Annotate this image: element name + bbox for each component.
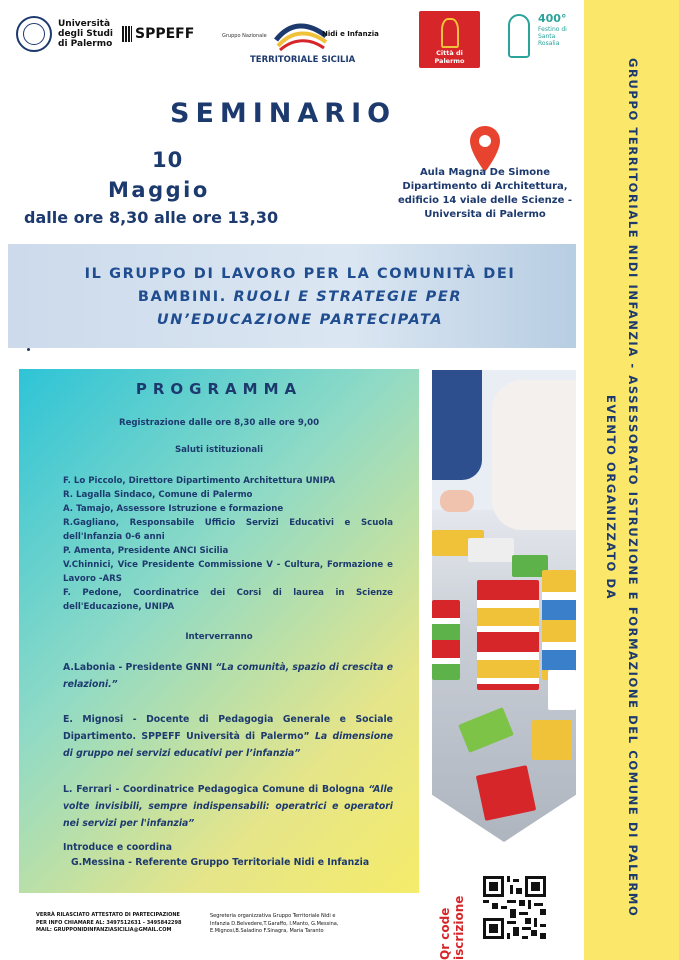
qr-label: Qr code iscrizione <box>438 895 466 960</box>
university-seal-icon <box>16 16 52 52</box>
speaker-talk: La dimensione di gruppo nei servizi educativi per l’infanzia” <box>63 731 394 759</box>
seminar-title-line <box>30 309 570 332</box>
event-time: dalle ore 8,30 alle ore 13,30 <box>24 208 279 227</box>
greeting-item: R.Gagliano, Responsabile Ufficio Servizi Educativi e Scuola dell'Infanzia 0-6 anni <box>63 518 393 542</box>
closing-coordinator: G.Messina - Referente Gruppo Territoriale Nidi e Infanzia <box>71 857 370 868</box>
nidi-group-label: Gruppo Nazionale <box>222 33 267 39</box>
greeting-item: F. Pedone, Coordinatrice dei Corsi di laurea in Scienze dell'Educazione, UNIPA <box>63 588 393 612</box>
event-type: SEMINARIO <box>170 98 397 129</box>
greeting-item: P. Amenta, Presidente ANCI Sicilia <box>63 546 229 556</box>
seminar-title-italic: UN’EDUCAZIONE PARTECIPATA <box>156 312 444 328</box>
footer-secretariat <box>210 913 370 936</box>
speakers-heading: Interverranno <box>185 632 253 642</box>
closing-heading: Introduce e coordina <box>63 842 172 853</box>
festino-text: Festino di Santa Rosalia <box>538 26 567 47</box>
program-box <box>19 369 419 893</box>
footer-info <box>36 912 186 935</box>
festino-logo <box>508 12 572 64</box>
footer-line: MAIL: GRUPPONIDINFANZIASICILIA@GMAIL.COM <box>36 927 172 933</box>
seminar-title-line: IL GRUPPO DI LAVORO PER LA COMUNITÀ DEI <box>84 266 516 282</box>
unipa-name: Università degli Studi di Palermo <box>58 19 114 49</box>
event-month: Maggio <box>108 178 210 202</box>
palermo-name: Città di Palermo <box>434 49 465 65</box>
side-organizer-text: GRUPPO TERRITORIALE NIDI INFANZIA - ASSESSORATO ISTRUZIONE E FORMAZIONE DEL COMUNE DI PALERMO <box>626 58 640 918</box>
event-day: 10 <box>152 148 184 172</box>
qr-code-icon[interactable] <box>483 876 546 939</box>
venue-line: Dipartimento di Architettura, <box>402 181 568 192</box>
nidi-territorial: TERRITORIALE SICILIA <box>250 55 356 65</box>
side-organized-by: EVENTO ORGANIZZATO DA <box>604 395 618 601</box>
greeting-item: F. Lo Piccolo, Direttore Dipartimento Architettura UNIPA <box>63 476 336 486</box>
speaker-item <box>63 711 393 762</box>
footer-line: E.Mignosi,B.Saladino F.Sinagra, Maria Taranto <box>210 928 324 934</box>
seminar-title-italic: RUOLI E STRATEGIE PER <box>233 289 463 305</box>
footer-line: VERRÀ RILASCIATO ATTESTATO DI PARTECIPAZIONE <box>36 912 180 918</box>
greeting-item: V.Chinnici, Vice Presidente Commissione V - Cultura, Formazione e Lavoro -ARS <box>63 560 393 584</box>
speaker-name: E. Mignosi - Docente di Pedagogia Generale e Sociale Dipartimento. SPPEFF Università di Palermo” <box>63 714 393 742</box>
greeting-item: A. Tamajo, Assessore Istruzione e formazione <box>63 504 284 514</box>
speaker-name: A.Labonia - Presidente GNNI <box>63 662 216 673</box>
eagle-icon <box>441 18 459 48</box>
footer-line: PER INFO CHIAMARE AL: 3497512631 - 3495842298 <box>36 919 182 926</box>
venue <box>395 166 575 222</box>
seminar-title-plain: BAMBINI. <box>137 289 234 305</box>
santa-rosalia-icon <box>508 14 530 58</box>
footer-line: Segreteria organizzativa Gruppo Territoriale Nidi e <box>210 913 336 919</box>
seminar-title <box>30 263 570 332</box>
greeting-item: R. Lagalla Sindaco, Comune di Palermo <box>63 490 253 500</box>
festino-number: 400° <box>538 12 567 25</box>
sppeff-logo <box>122 26 194 42</box>
greetings-heading: Saluti istituzionali <box>174 445 264 455</box>
venue-line: edificio 14 viale delle Scienze - <box>397 195 573 206</box>
sppeff-name: SPPEFF <box>135 26 195 42</box>
nidi-infanzia-logo <box>222 16 382 66</box>
program-title: PROGRAMMA <box>135 380 303 398</box>
speaker-item <box>63 781 393 832</box>
speaker-item <box>63 659 393 693</box>
banner-dot <box>27 348 30 351</box>
comune-palermo-logo <box>419 11 480 68</box>
children-lego-photo <box>432 370 576 842</box>
venue-line: Universita di Palermo <box>424 209 546 220</box>
speaker-talk: “La comunità, spazio di crescita e relazioni.” <box>63 662 394 690</box>
venue-line: Aula Magna De Simone <box>419 167 551 178</box>
sppeff-mark-icon <box>122 26 132 42</box>
registration: Registrazione dalle ore 8,30 alle ore 9,00 <box>118 418 320 428</box>
footer-line: Infanzia D.Belvedere,T.Garaffo, I.Manto, G.Messina, <box>210 920 339 927</box>
nidi-name: Nidi e Infanzia <box>322 30 379 38</box>
speaker-name: L. Ferrari - Coordinatrice Pedagogica Comune di Bologna <box>63 784 369 795</box>
speaker-talk: “Alle volte invisibili, sempre indispensabili: operatrici e operatori nei servizi per l'infanzia” <box>63 784 393 829</box>
unipa-logo <box>16 14 114 54</box>
seminar-title-line <box>30 286 570 309</box>
